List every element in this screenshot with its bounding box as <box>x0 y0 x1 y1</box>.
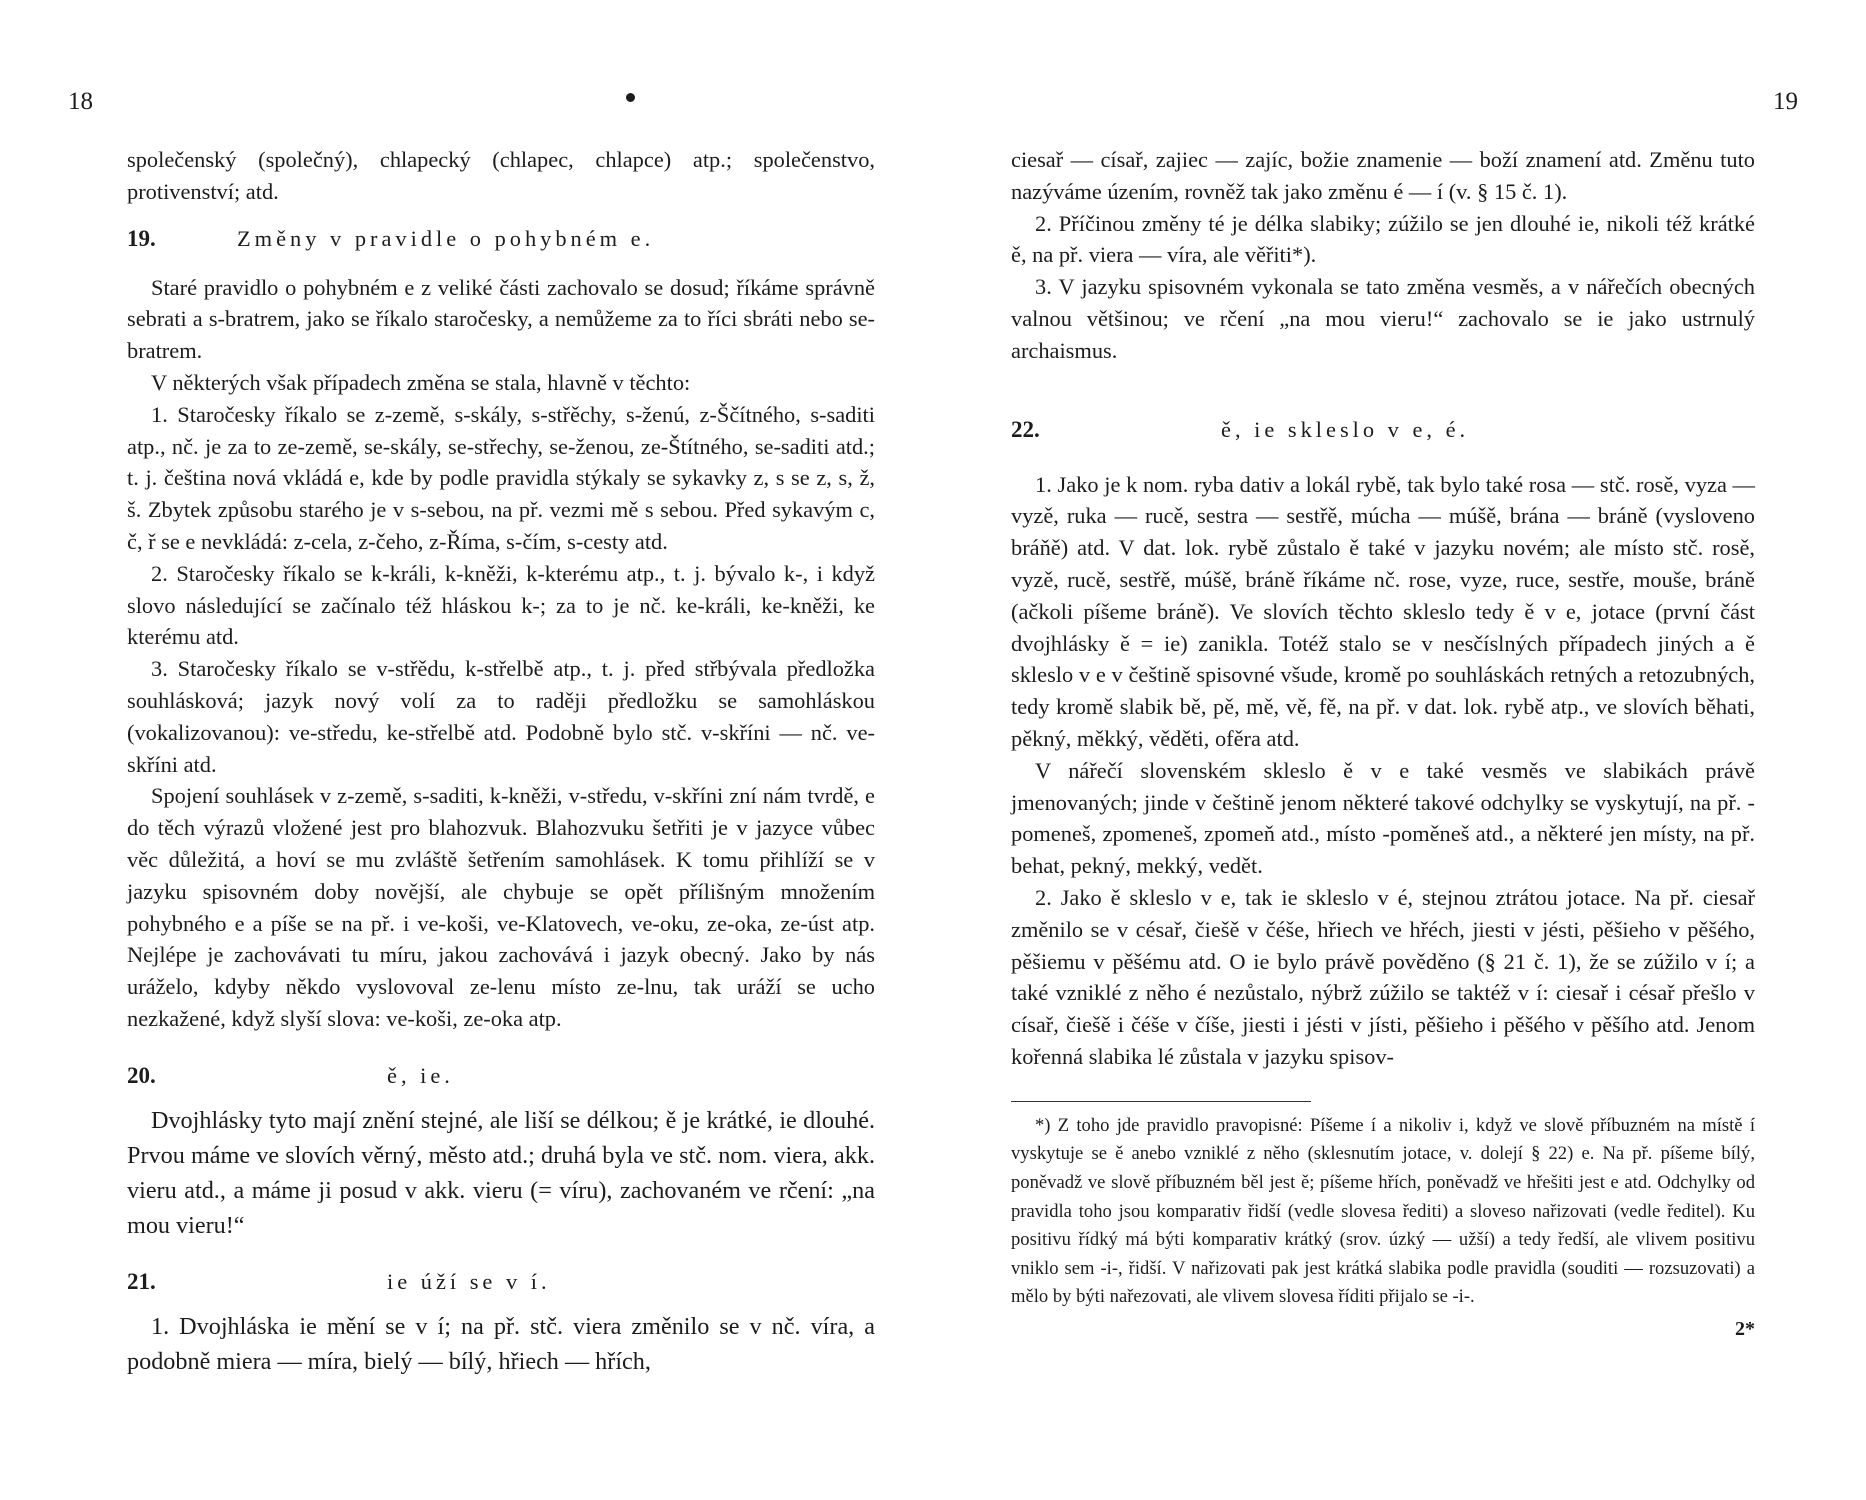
footnote-divider <box>1011 1101 1311 1102</box>
paragraph: 3. V jazyku spisovném vykonala se tato změna vesměs, a v nářečích obecných valnou většinou; ve rčení „na mou vieru!“ zachovalo se ie jako ustrnulý archaismus. <box>1011 274 1755 363</box>
paragraph: 1. Staročesky říkalo se z-země, s-skály, s-střěchy, s-ženú, z-Ščítného, s-saditi atp., nč. je za to ze-země, se-skály, se-střechy, se-ženou, ze-Štítného, se-saditi atd.; t. j. čeština nová vkládá e, kde by podle pravidla stýkaly se sykavky z, s se z, s, ž, š. Zbytek způsobu starého je v s-sebou, na př. vezmi mě s sebou. Před sykavým c, č, ř se e nevkládá: z-cela, z-čeho, z-Říma, s-čím, s-cesty atd. <box>127 401 875 554</box>
right-text-column <box>1011 144 1755 1341</box>
paragraph: 2. Staročesky říkalo se k-králi, k-kněži, k-kterému atp., t. j. bývalo k-, i když slovo následující se začínalo též hláskou k-; za to je nč. ke-králi, ke-kněži, ke kterému atd. <box>127 560 875 650</box>
paragraph: společenský (společný), chlapecký (chlapec, chlapce) atp.; společenstvo, protivenství; atd. <box>127 147 875 204</box>
left-text-column <box>127 144 875 1379</box>
signature-mark: 2* <box>1735 1317 1755 1340</box>
section-number: 20. <box>127 1062 156 1088</box>
footnote-text: *) Z toho jde pravidlo pravopisné: Píšeme í a nikoliv i, když ve slově příbuzném na místě í vyskytuje se ě anebo vzniklé z něho (sklesnutím jotace, v. dolejí § 22) e. Na př. píšeme bílý, poněvadž ve slově příbuzném běl jest ě; píšeme hřích, poněvadž ve hřešiti jest e atd. Odchylky od pravidla toho jsou komparativ řidší (vedle slovesa řediti) a sloveso nařizovati (vedle ředitel). Ku positivu řídký má býti komparativ krátký (srov. úzký — užší) a tedy ředší, ale vlivem positivu vniklo sem -i-, řidší. V nařizovati pak jest krátká slabika podle pravidla (souditi — rozsuzovati) a mělo by býti nařezovati, ale vlivem slovesa říditi přijalo se -i-. <box>1011 1114 1755 1308</box>
paragraph: Staré pravidlo o pohybném e z veliké části zachovalo se dosud; říkáme správně sebrati a s-bratrem, jako se říkalo staročesky, a nemůžeme za to říci sbráti nebo se-bratrem. <box>127 274 875 364</box>
section-heading-20 <box>127 1063 875 1089</box>
paragraph: 3. Staročesky říkalo se v-střědu, k-střelbě atp., t. j. před střbývala předložka souhlásková; jazyk nový volí za to raději předložku se samohláskou (vokalizovanou): ve-středu, ke-střelbě atd. Podobně bylo stč. v-skříni — nč. ve-skříni atd. <box>127 656 875 777</box>
section-number: 19. <box>127 225 156 251</box>
page-number: 19 <box>1773 88 1798 115</box>
paragraph: 1. Jako je k nom. ryba dativ a lokál rybě, tak bylo také rosa — stč. rosě, vyza — vyzě, ruka — rucě, sestra — sestřě, múcha — múšě, brána — bráně (vysloveno bráňě) atd. V dat. lok. rybě zůstalo ě také v jazyku novém; ale místo stč. rosě, vyzě, rucě, sestřě, múšě, bráně říkáme nč. rose, vyze, ruce, sestře, mouše, bráně (ačkoli píšeme bráně). Ve slovích těchto skleslo tedy ě v e, jotace (první část dvojhlásky ě = ie) zanikla. Totéž stalo se v nesčíslných případech jiných a ě skleslo v e v češtině spisovné všude, kromě po souhláskách retných a retozubných, tedy kromě slabik bě, pě, mě, vě, fě, na př. v dat. lok. rybě atp., ve slovích běhati, pěkný, měkký, věděti, ofěra atd. <box>1011 471 1755 751</box>
page-number: 18 <box>68 88 93 115</box>
section-heading-22 <box>1011 417 1755 443</box>
ink-dot <box>626 93 635 102</box>
section-heading-21 <box>127 1269 875 1295</box>
paragraph: 2. Příčinou změny té je délka slabiky; zúžilo se jen dlouhé ie, nikoli též krátké ě, na př. viera — víra, ale věřiti*). <box>1011 210 1755 268</box>
right-page <box>933 0 1866 1500</box>
paragraph: V nářečí slovenském skleslo ě v e také vesměs ve slabikách právě jmenovaných; jinde v češtině jenom některé takové odchylky se vyskytují, na př. -pomeneš, zpomeneš, zpomeň atd., místo -poměneš atd., a některé jen místy, na př. behat, pekný, mekký, vedět. <box>1011 757 1755 879</box>
section-title: ě, ie. <box>387 1062 454 1088</box>
paragraph: V některých však případech změna se stala, hlavně v těchto: <box>151 369 691 395</box>
paragraph: Spojení souhlásek v z-země, s-saditi, k-kněži, v-středu, v-skříni zní nám tvrdě, e do těch výrazů vložené jest pro blahozvuk. Blahozvuku šetřiti je v jazyce vůbec věc důležitá, a hoví se mu zvláště šetřením samohlásek. K tomu přihlíží se v jazyku spisovném doby novější, ale chybuje se opět přílišným množením pohybného e a píše se na př. i ve-koši, ve-Klatovech, ve-oku, ze-oka, ze-úst atp. Nejlépe je zachovávati tu míru, jakou zachovává i jazyk obecný. Jako by nás uráželo, kdyby někdo vyslovoval ze-lenu místo ze-lnu, tak uráží se ucho nezkažené, když slyší slova: ve-koši, ze-oka atp. <box>127 783 875 1031</box>
paragraph: 1. Dvojhláska ie mění se v í; na př. stč. viera změnilo se v nč. víra, a podobně miera — míra, bielý — bílý, hřiech — hřích, <box>127 1312 875 1375</box>
section-number: 21. <box>127 1268 156 1294</box>
section-heading-19 <box>127 226 875 252</box>
section-title: Změny v pravidle o pohybném e. <box>237 225 655 251</box>
section-title: ě, ie skleslo v e, é. <box>1221 416 1470 442</box>
paragraph: ciesař — císař, zajiec — zajíc, božie znamenie — boží znamení atd. Změnu tuto nazýváme úzením, rovněž tak jako změnu é — í (v. § 15 č. 1). <box>1011 147 1755 204</box>
section-number: 22. <box>1011 416 1040 442</box>
section-title: ie úží se v í. <box>387 1268 551 1294</box>
paragraph: Dvojhlásky tyto mají znění stejné, ale liší se délkou; ě je krátké, ie dlouhé. Prvou máme ve slovích věrný, město atd.; druhá byla ve stč. nom. viera, akk. vieru atd., a máme ji posud v akk. vieru (= víru), zachovaném ve rčení: „na mou vieru!“ <box>127 1106 875 1239</box>
footnote <box>1011 1112 1755 1312</box>
paragraph: 2. Jako ě skleslo v e, tak ie skleslo v é, stejnou ztrátou jotace. Na př. ciesař změnilo se v césař, čiešě v čéše, hřiech ve hřéch, jiesti v jésti, pěšieho v pěšého, pěšiemu v pěšému atd. O ie bylo právě pověděno (§ 21 č. 1), že se zúžilo v í; a také vzniklé z něho é nezůstalo, nýbrž zúžilo se taktéž v í: ciesař i césař přešlo v císař, čiešě i čéše v číše, jiesti i jésti v jísti, pěšieho i pěšého v pěšího atd. Jenom kořenná slabika lé zůstala v jazyku spisov- <box>1011 884 1755 1069</box>
